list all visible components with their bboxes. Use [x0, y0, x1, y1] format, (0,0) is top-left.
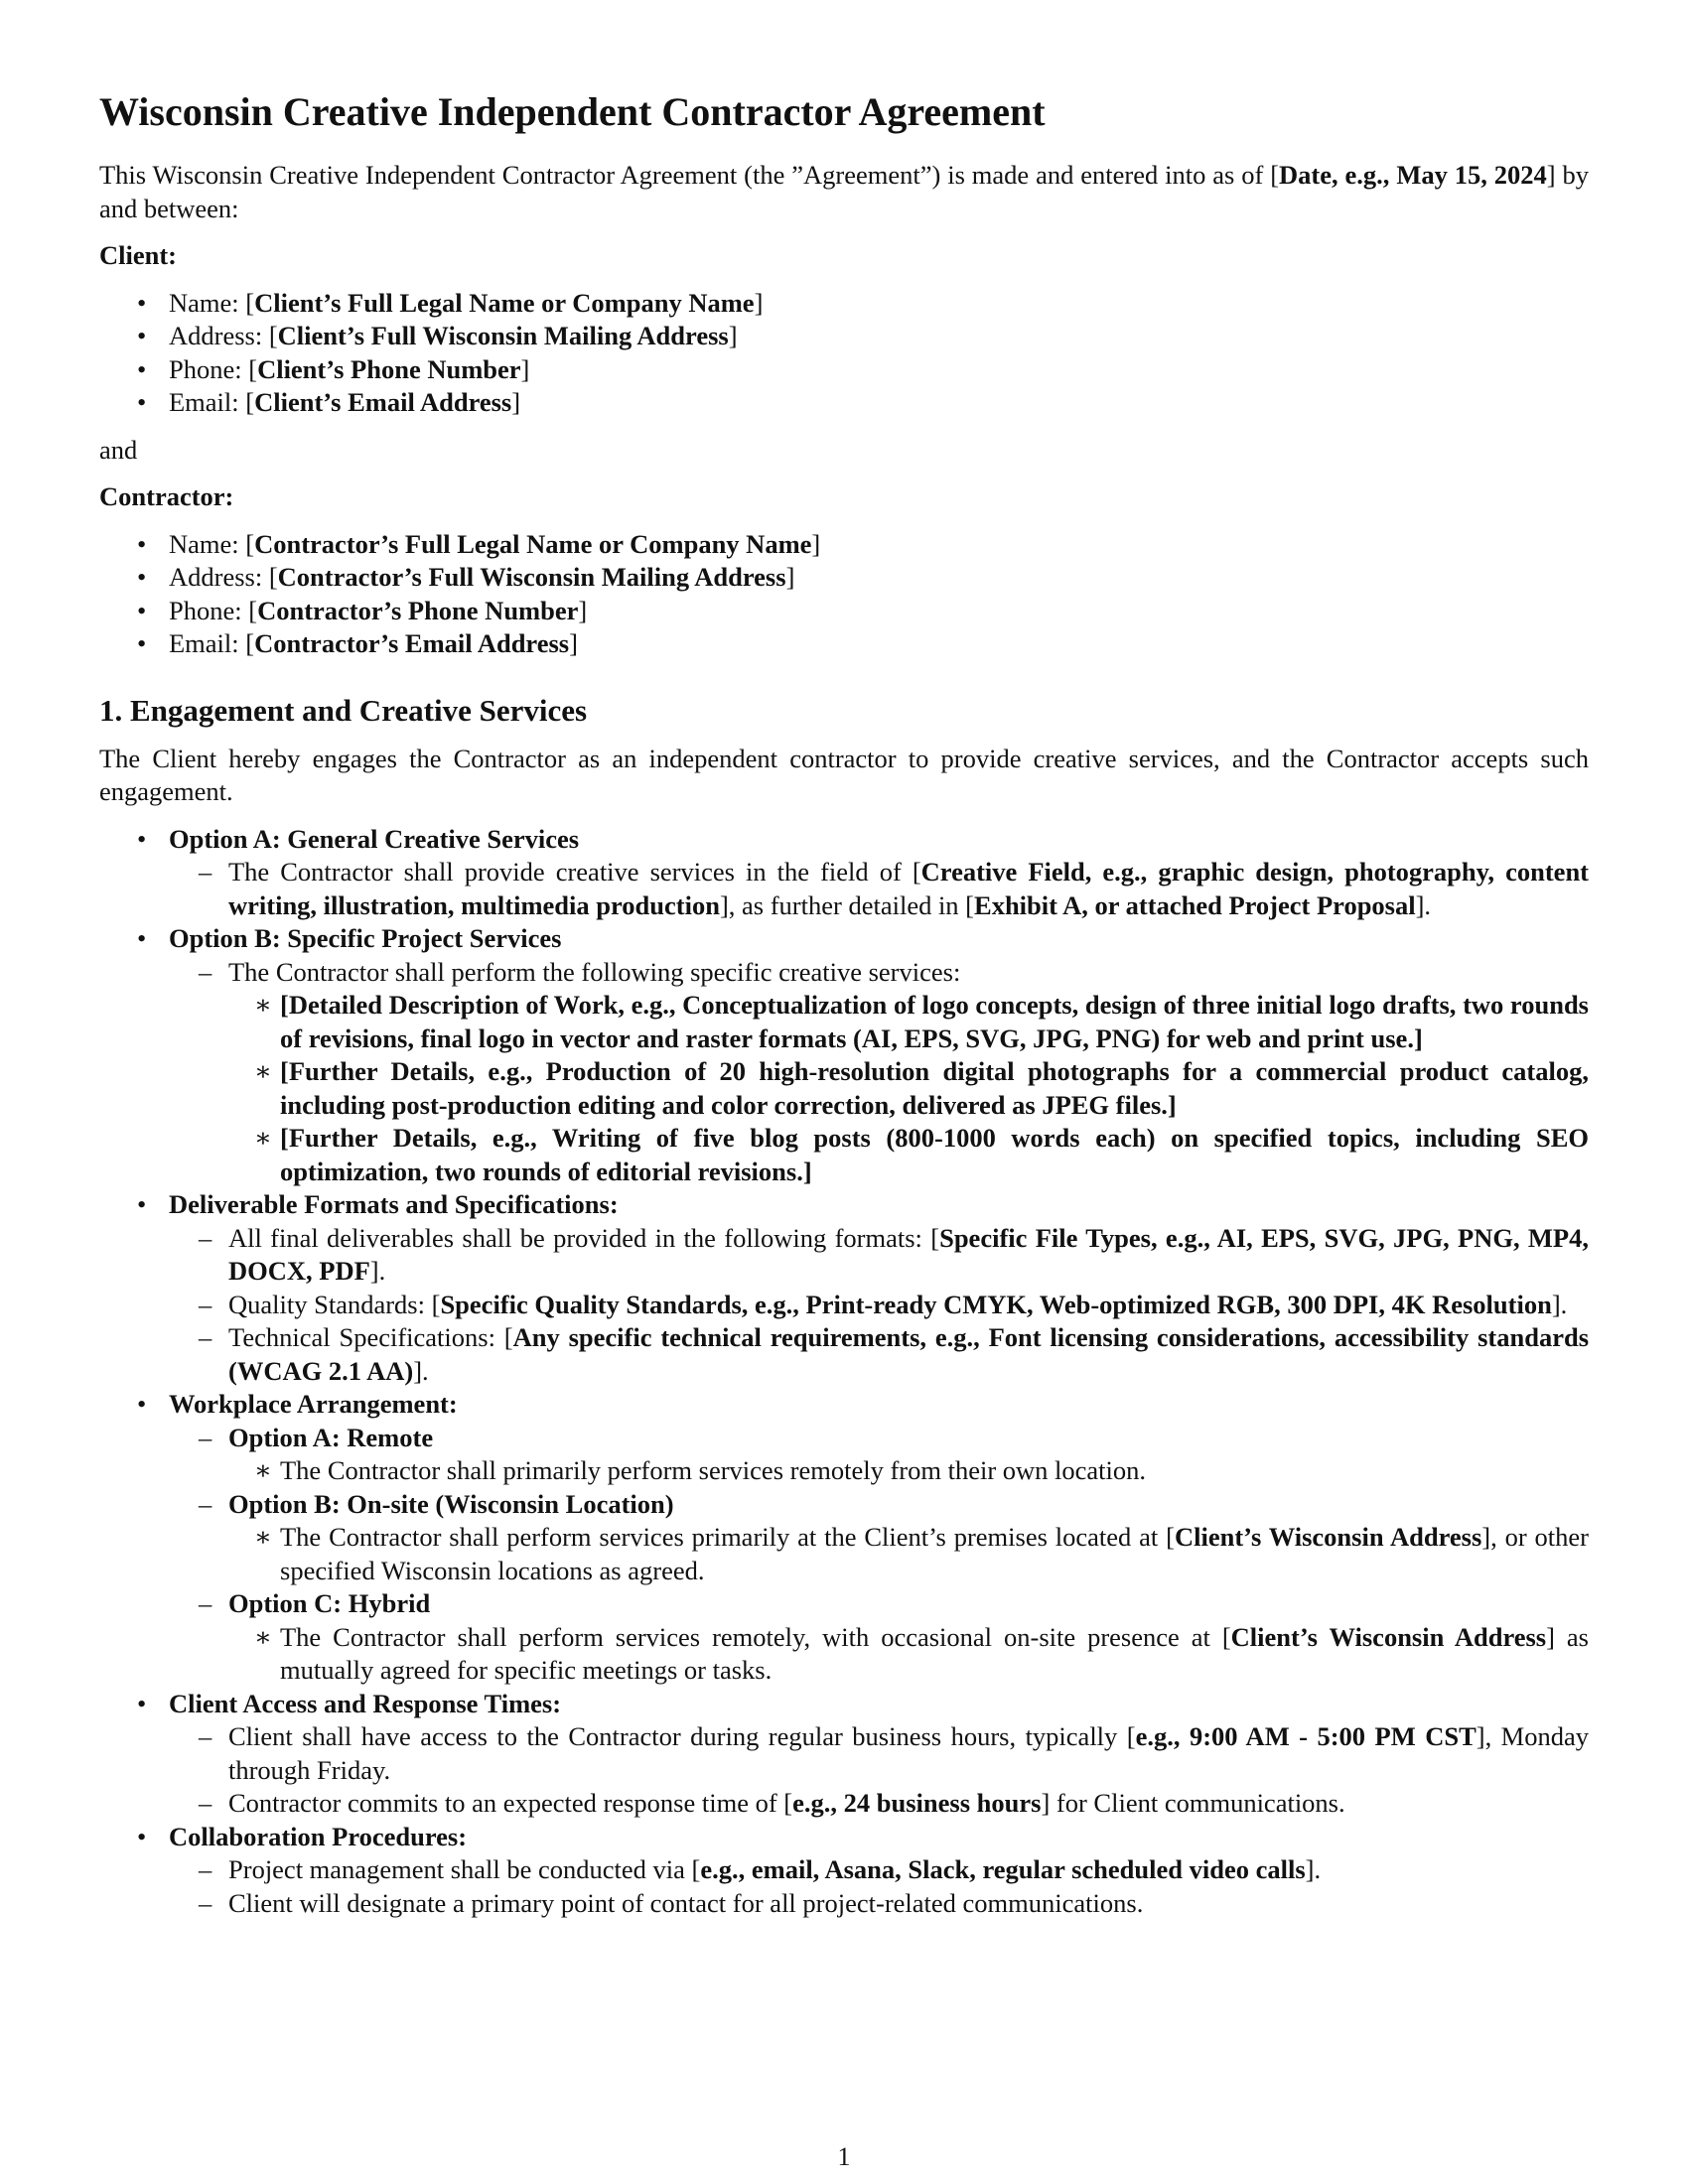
option-b-work-item: ∗ [Detailed Description of Work, e.g., Conceptualization of logo concepts, design of three initial logo drafts, two rounds of revisions, final logo in vector and raster formats (AI, EPS, SVG, JPG, PNG) for web and print use.] — [228, 989, 1589, 1055]
contractor-details-list — [99, 528, 1589, 661]
client-phone-item: • Phone: [Client’s Phone Number] — [99, 353, 1589, 387]
deliverable-formats: • Deliverable Formats and Specifications: – All final deliverables shall be provided in the following formats: [Specific File Types, e.g., AI, EPS, SVG, JPG, PNG, MP4, DOCX, PDF]. – Quality Standards: [Specific Quality Standards, e.g., Print-ready CMYK, Web-optimized RGB, 300 DPI, 4K Resolution]. – Technical Specifications: [Any specific technical requirements, e.g., Font licensing considerations, accessibility standards (WCAG 2.1 AA)]. — [99, 1188, 1589, 1388]
option-a-description: – The Contractor shall provide creative services in the field of [Creative Field, e.g., graphic design, photography, content writing, illustration, multimedia production], as further detailed in [Exhibit A, or attached Project Proposal]. — [169, 856, 1589, 922]
document-body — [99, 87, 1589, 1920]
page-number: 1 — [837, 2142, 851, 2171]
intro-paragraph: This Wisconsin Creative Independent Contractor Agreement (the ”Agreement”) is made and entered into as of [Date, e.g., May 15, 2024] by and between: — [99, 160, 1590, 223]
collab-point-of-contact: – Client will designate a primary point of contact for all project-related communications. — [169, 1887, 1589, 1921]
collaboration-procedures: • Collaboration Procedures: – Project management shall be conducted via [e.g., email, Asana, Slack, regular scheduled video calls]. – Client will designate a primary point of contact for all project-related communications. — [99, 1821, 1589, 1921]
section-1-list — [99, 823, 1589, 1921]
access-business-hours: – Client shall have access to the Contractor during regular business hours, typically [e.g., 9:00 AM - 5:00 PM CST], Monday through Friday. — [169, 1720, 1589, 1787]
workplace-arrangement: • Workplace Arrangement: – Option A: Remote ∗ The Contractor shall primarily perform services remotely from their own location. – Option B: On-site (Wisconsin Location) ∗ The Contractor shall perform services primarily at the Client’s premises located at [Client’s Wisconsin Address], or other specified Wisconsin locations as agreed. – Option C: Hybrid ∗ The Contractor shall perform services remotely, with occasional on-site presence at [Client’s Wisconsin Address] as mutually agreed for specific meetings or tasks. — [99, 1388, 1589, 1688]
contractor-phone-item: • Phone: [Contractor’s Phone Number] — [99, 595, 1589, 628]
deliverable-quality-standards: – Quality Standards: [Specific Quality Standards, e.g., Print-ready CMYK, Web-optimized RGB, 300 DPI, 4K Resolution]. — [169, 1289, 1589, 1322]
option-a-general-services: • Option A: General Creative Services – The Contractor shall provide creative services in the field of [Creative Field, e.g., graphic design, photography, content writing, illustration, multimedia production], as further detailed in [Exhibit A, or attached Project Proposal]. — [99, 823, 1589, 923]
client-email-item: • Email: [Client’s Email Address] — [99, 386, 1589, 420]
contractor-label: Contractor: — [99, 481, 234, 511]
contractor-email-item: • Email: [Contractor’s Email Address] — [99, 627, 1589, 661]
workplace-option-remote: – Option A: Remote ∗ The Contractor shall primarily perform services remotely from their own location. — [169, 1422, 1589, 1488]
deliverable-technical-specs: – Technical Specifications: [Any specific technical requirements, e.g., Font licensing considerations, accessibility standards (WCAG 2.1 AA)]. — [169, 1321, 1589, 1388]
client-details-list — [99, 287, 1589, 420]
client-address-item: • Address: [Client’s Full Wisconsin Mailing Address] — [99, 320, 1589, 353]
document-title: Wisconsin Creative Independent Contractor Agreement — [99, 89, 1046, 134]
and-conjunction: and — [99, 434, 138, 465]
option-b-work-item: ∗ [Further Details, e.g., Writing of five blog posts (800-1000 words each) on specified topics, including SEO optimization, two rounds of editorial revisions.] — [228, 1122, 1589, 1188]
section-1-heading: 1. Engagement and Creative Services — [99, 692, 588, 728]
option-b-description: – The Contractor shall perform the following specific creative services: ∗ [Detailed Description of Work, e.g., Conceptualization of logo concepts, design of three initial logo drafts, two rounds of revisions, final logo in vector and raster formats (AI, EPS, SVG, JPG, PNG) for web and print use.] ∗ [Further Details, e.g., Production of 20 high-resolution digital photographs for a commercial product catalog, including post-production editing and color correction, delivered as JPEG files.] ∗ [Further Details, e.g., Writing of five blog posts (800-1000 words each) on specified topics, including SEO optimization, two rounds of editorial revisions.] — [169, 956, 1589, 1189]
option-b-specific-services: • Option B: Specific Project Services – The Contractor shall perform the following specific creative services: ∗ [Detailed Description of Work, e.g., Conceptualization of logo concepts, design of three initial logo drafts, two rounds of revisions, final logo in vector and raster formats (AI, EPS, SVG, JPG, PNG) for web and print use.] ∗ [Further Details, e.g., Production of 20 high-resolution digital photographs for a commercial product catalog, including post-production editing and color correction, delivered as JPEG files.] ∗ [Further Details, e.g., Writing of five blog posts (800-1000 words each) on specified topics, including SEO optimization, two rounds of editorial revisions.] — [99, 922, 1589, 1188]
agreement-date-placeholder: Date, e.g., May 15, 2024 — [1279, 160, 1547, 190]
deliverable-file-types: – All final deliverables shall be provided in the following formats: [Specific File Types, e.g., AI, EPS, SVG, JPG, PNG, MP4, DOCX, PDF]. — [169, 1222, 1589, 1289]
client-name-item: • Name: [Client’s Full Legal Name or Company Name] — [99, 287, 1589, 321]
contractor-name-item: • Name: [Contractor’s Full Legal Name or Company Name] — [99, 528, 1589, 562]
workplace-option-onsite: – Option B: On-site (Wisconsin Location) ∗ The Contractor shall perform services primarily at the Client’s premises located at [Client’s Wisconsin Address], or other specified Wisconsin locations as agreed. — [169, 1488, 1589, 1588]
option-b-work-item: ∗ [Further Details, e.g., Production of 20 high-resolution digital photographs for a commercial product catalog, including post-production editing and color correction, delivered as JPEG files.] — [228, 1055, 1589, 1122]
access-response-time: – Contractor commits to an expected response time of [e.g., 24 business hours] for Client communications. — [169, 1787, 1589, 1821]
workplace-option-hybrid: – Option C: Hybrid ∗ The Contractor shall perform services remotely, with occasional on-site presence at [Client’s Wisconsin Address] as mutually agreed for specific meetings or tasks. — [169, 1587, 1589, 1688]
collab-project-management: – Project management shall be conducted via [e.g., email, Asana, Slack, regular scheduled video calls]. — [169, 1853, 1589, 1887]
section-1-intro: The Client hereby engages the Contractor as an independent contractor to provide creative services, and the Contractor accepts such engagement. — [99, 743, 1589, 806]
client-access-response-times: • Client Access and Response Times: – Client shall have access to the Contractor during regular business hours, typically [e.g., 9:00 AM - 5:00 PM CST], Monday through Friday. – Contractor commits to an expected response time of [e.g., 24 business hours] for Client communications. — [99, 1688, 1589, 1821]
contractor-address-item: • Address: [Contractor’s Full Wisconsin Mailing Address] — [99, 561, 1589, 595]
client-label: Client: — [99, 240, 178, 270]
